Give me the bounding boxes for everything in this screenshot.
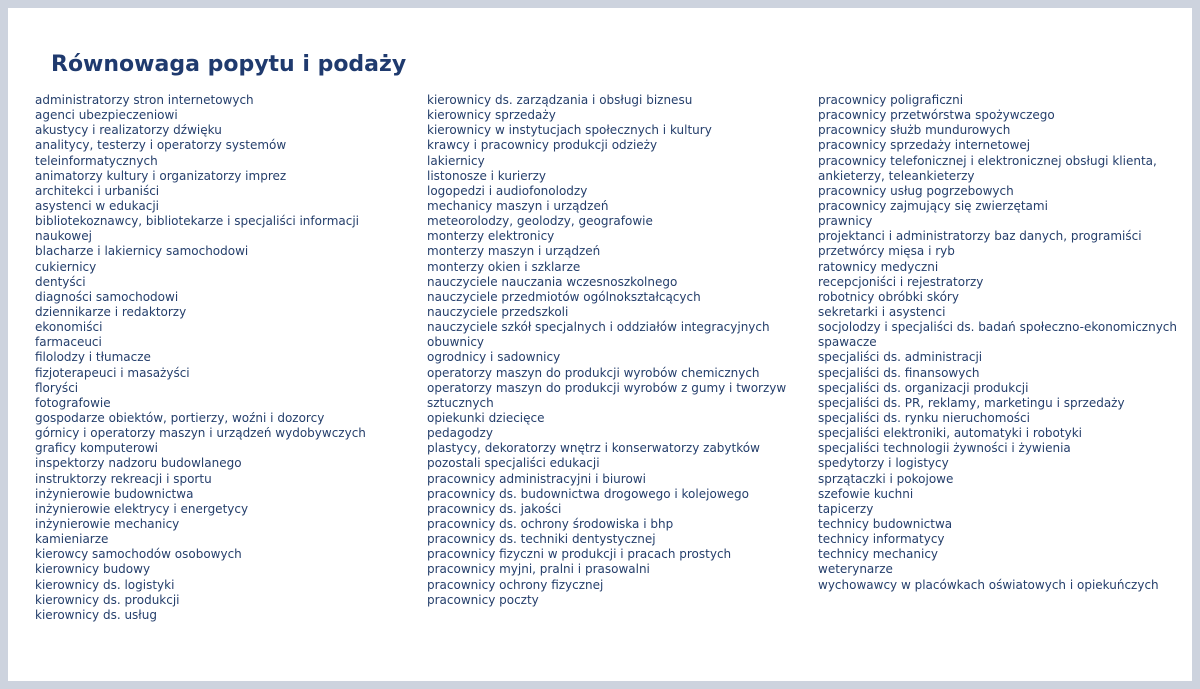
content-card: [8, 8, 1192, 681]
list-item: gospodarze obiektów, portierzy, woźni i dozorcy: [35, 410, 325, 425]
list-item: nauczyciele szkół specjalnych i oddziałów integracyjnych: [427, 320, 770, 335]
list-item: fizjoterapeuci i masażyści: [35, 365, 190, 380]
list-item: specjaliści technologii żywności i żywienia: [818, 441, 1071, 456]
list-item: technicy mechanicy: [818, 547, 939, 562]
list-item: wychowawcy w placówkach oświatowych i opiekuńczych: [818, 577, 1159, 592]
list-item: pracownicy fizyczni w produkcji i pracach prostych: [427, 547, 732, 562]
list-item: ekonomiści: [35, 320, 103, 335]
list-item: nauczyciele przedszkoli: [427, 304, 569, 319]
page-title: Równowaga popytu i podaży: [51, 52, 407, 77]
list-item: animatorzy kultury i organizatorzy imprez: [35, 168, 287, 183]
list-item: naukowej: [35, 229, 92, 244]
list-item: inżynierowie budownictwa: [35, 486, 194, 501]
list-item: plastycy, dekoratorzy wnętrz i konserwatorzy zabytków: [427, 441, 760, 456]
list-item: pracownicy telefonicznej i elektronicznej obsługi klienta,: [818, 153, 1157, 168]
list-item: ankieterzy, teleankieterzy: [818, 168, 975, 183]
list-item: operatorzy maszyn do produkcji wyrobów z gumy i tworzyw: [427, 380, 787, 395]
list-item: pracownicy sprzedaży internetowej: [818, 138, 1031, 153]
list-item: pracownicy poczty: [427, 592, 539, 607]
list-item: pracownicy ds. techniki dentystycznej: [427, 532, 656, 547]
list-item: inżynierowie mechanicy: [35, 516, 180, 531]
list-item: bibliotekoznawcy, bibliotekarze i specjaliści informacji: [35, 214, 360, 229]
list-item: pracownicy myjni, pralni i prasowalni: [427, 562, 650, 577]
list-item: monterzy maszyn i urządzeń: [427, 244, 601, 259]
list-item: robotnicy obróbki skóry: [818, 289, 959, 304]
list-item: specjaliści ds. rynku nieruchomości: [818, 410, 1030, 425]
occupation-list-column-3: [818, 93, 1190, 593]
list-item: pedagodzy: [427, 426, 493, 441]
list-item: mechanicy maszyn i urządzeń: [427, 198, 609, 213]
occupation-list-column-2: [427, 93, 807, 608]
list-item: fotografowie: [35, 395, 111, 410]
list-item: pracownicy przetwórstwa spożywczego: [818, 108, 1055, 123]
list-item: inżynierowie elektrycy i energetycy: [35, 501, 249, 516]
list-item: recepcjoniści i rejestratorzy: [818, 274, 984, 289]
list-item: ratownicy medyczni: [818, 259, 939, 274]
list-item: projektanci i administratorzy baz danych, programiści: [818, 229, 1142, 244]
list-item: specjaliści elektroniki, automatyki i robotyki: [818, 426, 1082, 441]
list-item: lakiernicy: [427, 153, 485, 168]
list-item: asystenci w edukacji: [35, 198, 159, 213]
list-item: operatorzy maszyn do produkcji wyrobów chemicznych: [427, 365, 760, 380]
list-item: graficy komputerowi: [35, 441, 158, 456]
list-item: teleinformatycznych: [35, 153, 158, 168]
list-item: kierownicy ds. zarządzania i obsługi biznesu: [427, 93, 693, 107]
list-item: specjaliści ds. PR, reklamy, marketingu i sprzedaży: [818, 395, 1125, 410]
list-item: listonosze i kurierzy: [427, 168, 546, 183]
list-item: agenci ubezpieczeniowi: [35, 108, 178, 123]
list-item: szefowie kuchni: [818, 486, 914, 501]
list-item: sztucznych: [427, 395, 494, 410]
list-item: pracownicy zajmujący się zwierzętami: [818, 198, 1048, 213]
list-item: akustycy i realizatorzy dźwięku: [35, 123, 222, 138]
list-item: spedytorzy i logistycy: [818, 456, 949, 471]
list-item: krawcy i pracownicy produkcji odzieży: [427, 138, 658, 153]
list-item: floryści: [35, 380, 79, 395]
list-item: filolodzy i tłumacze: [35, 350, 151, 365]
list-item: pracownicy poligraficzni: [818, 93, 964, 107]
list-item: ogrodnicy i sadownicy: [427, 350, 561, 365]
list-item: obuwnicy: [427, 335, 485, 350]
list-item: meteorolodzy, geolodzy, geografowie: [427, 214, 653, 229]
list-item: monterzy okien i szklarze: [427, 259, 581, 274]
list-item: pracownicy ds. budownictwa drogowego i kolejowego: [427, 486, 749, 501]
list-item: kierownicy w instytucjach społecznych i kultury: [427, 123, 712, 138]
list-item: spawacze: [818, 335, 877, 350]
list-item: sprzątaczki i pokojowe: [818, 471, 954, 486]
list-item: weterynarze: [818, 562, 893, 577]
list-item: monterzy elektronicy: [427, 229, 555, 244]
list-item: logopedzi i audiofonolodzy: [427, 183, 588, 198]
list-item: pracownicy ds. ochrony środowiska i bhp: [427, 516, 674, 531]
list-item: przetwórcy mięsa i ryb: [818, 244, 955, 259]
list-item: tapicerzy: [818, 501, 874, 516]
list-item: kierownicy budowy: [35, 562, 151, 577]
list-item: dziennikarze i redaktorzy: [35, 304, 187, 319]
list-item: socjolodzy i specjaliści ds. badań społeczno-ekonomicznych: [818, 320, 1178, 335]
list-item: administratorzy stron internetowych: [35, 93, 254, 107]
list-item: instruktorzy rekreacji i sportu: [35, 471, 212, 486]
list-item: pracownicy usług pogrzebowych: [818, 183, 1014, 198]
list-item: architekci i urbaniści: [35, 183, 160, 198]
list-item: inspektorzy nadzoru budowlanego: [35, 456, 242, 471]
list-item: specjaliści ds. finansowych: [818, 365, 980, 380]
list-item: górnicy i operatorzy maszyn i urządzeń wydobywczych: [35, 426, 366, 441]
list-item: kierownicy ds. usług: [35, 607, 157, 622]
list-item: kierownicy ds. produkcji: [35, 592, 180, 607]
list-item: analitycy, testerzy i operatorzy systemów: [35, 138, 287, 153]
list-item: pozostali specjaliści edukacji: [427, 456, 600, 471]
list-item: specjaliści ds. administracji: [818, 350, 983, 365]
list-item: blacharze i lakiernicy samochodowi: [35, 244, 249, 259]
list-item: specjaliści ds. organizacji produkcji: [818, 380, 1029, 395]
occupation-list-column-1: [35, 93, 415, 623]
list-item: dentyści: [35, 274, 86, 289]
list-item: kierowcy samochodów osobowych: [35, 547, 242, 562]
list-item: pracownicy ds. jakości: [427, 501, 562, 516]
list-item: technicy informatycy: [818, 532, 945, 547]
list-item: pracownicy służb mundurowych: [818, 123, 1011, 138]
list-item: cukiernicy: [35, 259, 97, 274]
list-item: sekretarki i asystenci: [818, 304, 946, 319]
list-item: opiekunki dziecięce: [427, 410, 545, 425]
list-item: nauczyciele nauczania wczesnoszkolnego: [427, 274, 678, 289]
list-item: nauczyciele przedmiotów ogólnokształcących: [427, 289, 701, 304]
list-item: pracownicy administracyjni i biurowi: [427, 471, 646, 486]
list-item: kamieniarze: [35, 532, 109, 547]
list-item: kierownicy ds. logistyki: [35, 577, 175, 592]
list-item: kierownicy sprzedaży: [427, 108, 556, 123]
list-item: prawnicy: [818, 214, 873, 229]
list-item: pracownicy ochrony fizycznej: [427, 577, 604, 592]
list-item: diagności samochodowi: [35, 289, 179, 304]
list-item: technicy budownictwa: [818, 516, 953, 531]
list-item: farmaceuci: [35, 335, 102, 350]
